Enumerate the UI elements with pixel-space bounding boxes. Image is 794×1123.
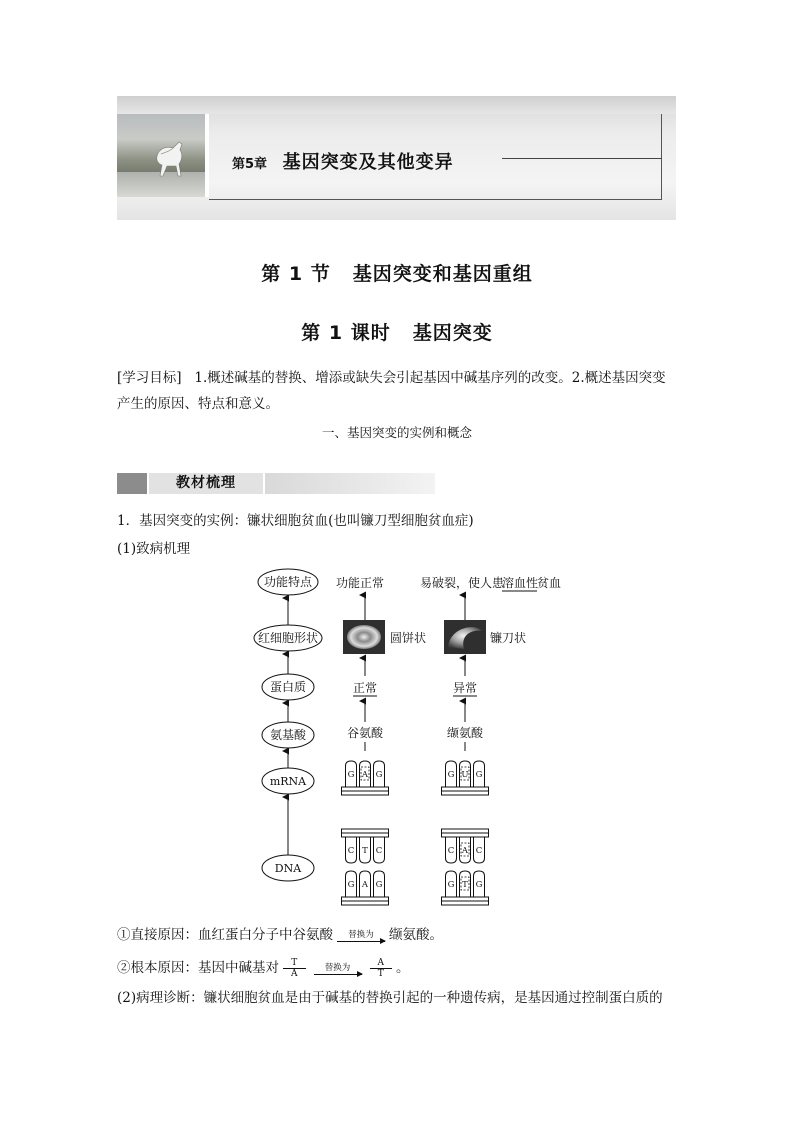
level-amino: 氨基酸 [269, 728, 307, 742]
cause-direct [117, 922, 677, 948]
replace-arrow-1-label: 替换为 [348, 929, 374, 940]
normal-protein: 正常 [352, 681, 378, 695]
cause-direct-a: ①直接原因：血红蛋白分子中谷氨酸 [117, 927, 333, 943]
chapter-title-rule [502, 158, 662, 159]
abnormal-mrna-base: G [475, 770, 483, 780]
normal-shape: 圆饼状 [390, 631, 427, 645]
item-1-sub: (1)致病机理 [117, 541, 191, 557]
section-title [0, 259, 794, 286]
level-protein: 蛋白质 [269, 680, 307, 694]
horse-icon [149, 138, 189, 182]
abnormal-column [420, 575, 561, 751]
objectives-text: 1.概述碱基的替换、增添或缺失会引起基因中碱基序列的改变。2.概述基因突变产生的原因、特点和意义。 [117, 370, 666, 412]
abnormal-function-underline: 溶血性 [502, 576, 539, 590]
normal-mrna-backbone [342, 791, 389, 795]
abnormal-mrna-backbone [442, 787, 489, 791]
normal-mrna-backbone [342, 787, 389, 791]
abnormal-dna-top-backbone [442, 829, 489, 833]
cause-direct-b: 缬氨酸。 [389, 927, 443, 943]
abnormal-dna-top-backbone [442, 833, 489, 837]
normal-dna-bottom-base: G [347, 880, 355, 890]
base-pair-from-bottom: A [291, 969, 298, 979]
item-1: 1．基因突变的实例：镰状细胞贫血(也叫镰刀型细胞贫血症) [117, 513, 474, 529]
chapter-banner [117, 96, 676, 220]
base-pair-to-bottom: T [377, 969, 384, 979]
abnormal-protein: 异常 [452, 681, 478, 695]
normal-dna-bottom-base: A [361, 880, 369, 890]
cause-root-end: 。 [396, 960, 410, 976]
section-name: 基因突变和基因重组 [352, 263, 533, 285]
abnormal-function: 易破裂，使人患 [420, 576, 505, 590]
normal-dna-bottom-backbone [342, 901, 389, 905]
cause-root [117, 955, 677, 981]
part-heading: 一、基因突变的实例和概念 [321, 425, 472, 440]
lesson-number: 第 1 课时 [301, 322, 391, 344]
abnormal-shape: 镰刀状 [490, 631, 527, 645]
abnormal-dna-bottom-backbone [442, 901, 489, 905]
normal-dna-top-base: T [362, 846, 368, 856]
abnormal-dna-top-base: A [461, 846, 469, 856]
tag-block [117, 473, 147, 494]
level-dna: DNA [274, 862, 302, 875]
level-function: 功能特点 [263, 575, 313, 589]
section-tag-bar [117, 473, 435, 494]
abnormal-mrna-backbone [442, 791, 489, 795]
pathogenesis-diagram [240, 565, 562, 910]
tag-label: 教材梳理 [147, 473, 265, 494]
learning-objectives [117, 365, 677, 417]
cause-root-a: ②根本原因：基因中碱基对 [117, 960, 279, 976]
diagnosis: (2)病理诊断：镰状细胞贫血是由于碱基的替换引起的一种遗传病，是基因通过控制蛋白质的 [117, 990, 663, 1006]
normal-mrna-base: G [347, 770, 355, 780]
abnormal-dna-top-base: C [475, 846, 483, 856]
normal-dna-bottom-base: G [375, 880, 383, 890]
normal-function: 功能正常 [336, 576, 385, 590]
normal-dna-top-base: C [375, 846, 383, 856]
banner-top-strip [117, 96, 676, 114]
normal-dna-bottom-backbone [342, 897, 389, 901]
abnormal-amino: 缬氨酸 [446, 726, 484, 740]
level-chain [254, 569, 322, 881]
chapter-number: 第5章 [232, 157, 268, 172]
level-shape: 红细胞形状 [257, 631, 319, 645]
nucleotide-blocks [342, 761, 489, 905]
abnormal-dna-bottom-base: T [462, 880, 468, 890]
abnormal-dna-bottom-base: G [475, 880, 483, 890]
lesson-title [0, 318, 794, 345]
base-pair-to [370, 958, 393, 979]
normal-dna-top-backbone [342, 833, 389, 837]
replace-arrow-1 [337, 930, 385, 942]
lesson-name: 基因突变 [412, 322, 493, 344]
normal-mrna-base: G [375, 770, 383, 780]
abnormal-dna-top-base: C [447, 846, 455, 856]
normal-dna-top-backbone [342, 829, 389, 833]
abnormal-function-end: 贫血 [537, 576, 562, 590]
level-mrna: mRNA [269, 775, 307, 788]
replace-arrow-2 [314, 963, 362, 975]
base-pair-to-top: A [370, 958, 393, 969]
section-number: 第 1 节 [261, 263, 331, 285]
normal-dna-top-base: C [347, 846, 355, 856]
horse-photo [117, 114, 205, 197]
abnormal-mrna-base: G [447, 770, 455, 780]
normal-column [336, 575, 426, 751]
base-pair-from [283, 958, 306, 979]
chapter-name: 基因突变及其他变异 [282, 152, 454, 173]
objectives-label: [学习目标] [117, 370, 182, 386]
normal-cell-icon [347, 625, 381, 649]
abnormal-dna-bottom-backbone [442, 897, 489, 901]
normal-amino: 谷氨酸 [346, 726, 384, 740]
replace-arrow-2-label: 替换为 [324, 962, 351, 973]
abnormal-mrna-base: U [461, 770, 469, 780]
base-pair-from-top: T [283, 958, 306, 969]
abnormal-dna-bottom-base: G [447, 880, 455, 890]
chapter-title [232, 148, 454, 174]
normal-mrna-base: A [361, 770, 369, 780]
